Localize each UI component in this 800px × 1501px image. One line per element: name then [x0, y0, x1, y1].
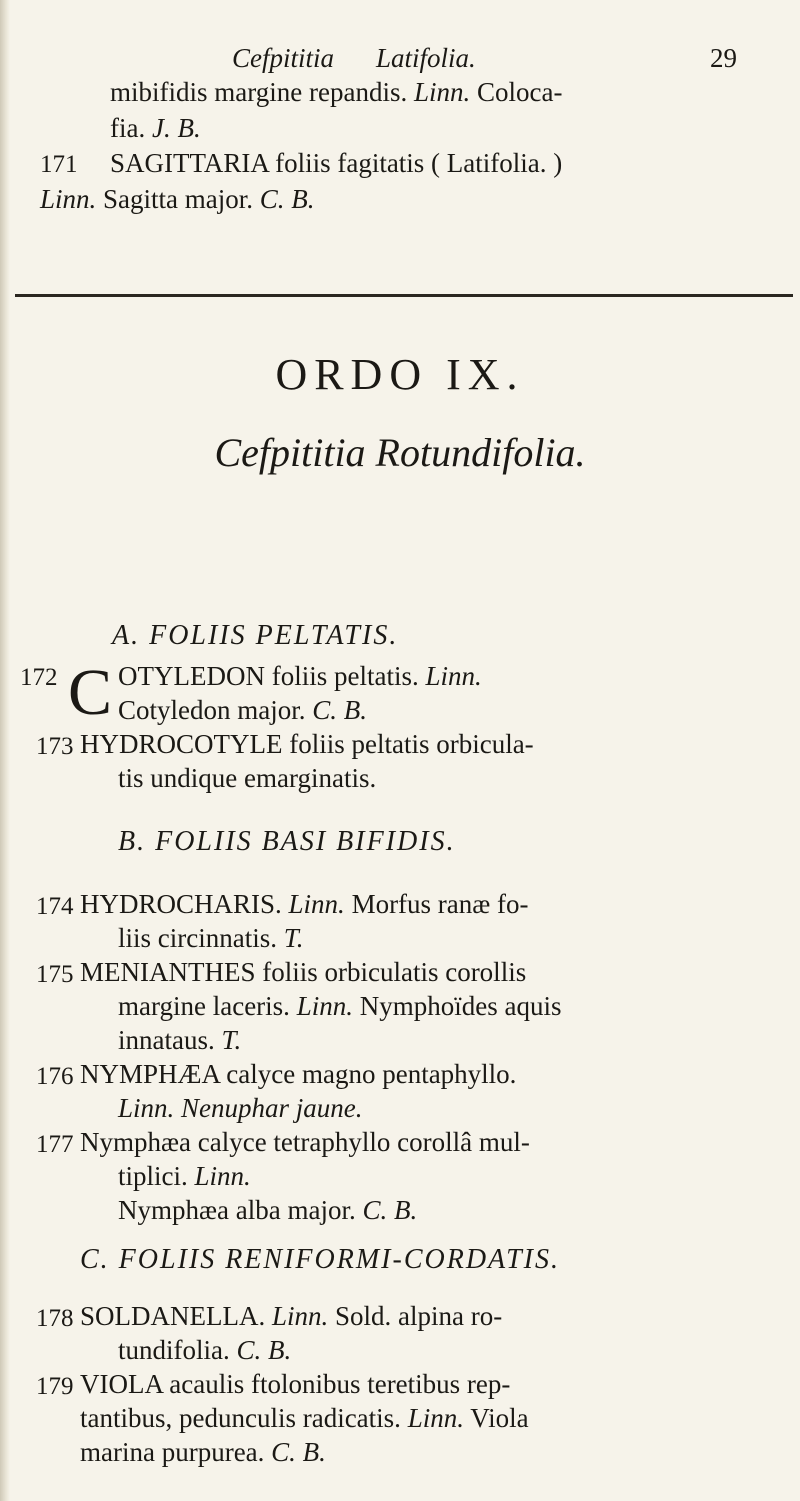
running-head-left: Cefpititia	[232, 43, 335, 73]
text-line: liis circinnatis. T.	[118, 923, 304, 953]
text-line: fia. J. B.	[110, 113, 201, 143]
text-line: Nymphæa alba major. C. B.	[118, 1195, 418, 1225]
text-line: Linn. Nenuphar jaune.	[118, 1093, 363, 1123]
text-line: OTYLEDON foliis peltatis. Linn.	[118, 661, 482, 691]
text-line: VIOLA acaulis ftolonibus teretibus rep-	[80, 1369, 511, 1399]
ordo-title: ORDO IX.	[275, 350, 525, 399]
text-line: HYDROCOTYLE foliis peltatis orbicula-	[80, 729, 534, 759]
page-number: 29	[710, 43, 737, 73]
text-line: Cotyledon major. C. B.	[118, 695, 367, 725]
text-line: tiplici. Linn.	[118, 1161, 251, 1191]
running-head-right: Latifolia.	[376, 43, 476, 73]
entry-number: 174	[36, 893, 74, 920]
text-line: tis undique emarginatis.	[118, 763, 377, 793]
text-line: HYDROCHARIS. Linn. Morfus ranæ fo-	[80, 889, 529, 919]
entry-number: 178	[36, 1305, 74, 1332]
text-line: SAGITTARIA foliis fagitatis ( Latifolia. )	[110, 148, 563, 178]
section-rule	[15, 294, 793, 297]
entry-number: 175	[36, 961, 74, 988]
drop-capital: C	[68, 656, 113, 729]
page-gutter-shadow	[0, 0, 10, 1501]
entry-number: 179	[36, 1373, 74, 1400]
text-line: tantibus, pedunculis radicatis. Linn. Viola	[80, 1403, 529, 1433]
entry-number: 172	[20, 664, 58, 691]
text-line: mibifidis margine repandis. Linn. Coloca-	[110, 77, 563, 107]
entry-number: 171	[40, 151, 78, 178]
text-line: NYMPHÆA calyce magno pentaphyllo.	[80, 1059, 517, 1089]
section-heading-a: A. FOLIIS PELTATIS.	[112, 620, 399, 651]
text-line: MENIANTHES foliis orbiculatis corollis	[80, 957, 527, 987]
text-line: SOLDANELLA. Linn. Sold. alpina ro-	[80, 1301, 503, 1331]
text-line: Nymphæa calyce tetraphyllo corollâ mul-	[80, 1127, 530, 1157]
text-line: tundifolia. C. B.	[118, 1335, 292, 1365]
text-line: Linn. Sagitta major. C. B.	[40, 184, 315, 214]
entry-number: 173	[36, 733, 74, 760]
section-heading-b: B. FOLIIS BASI BIFIDIS.	[118, 826, 456, 857]
section-heading-c: C. FOLIIS RENIFORMI-CORDATIS.	[80, 1244, 561, 1275]
entry-number: 176	[36, 1063, 74, 1090]
text-line: marina purpurea. C. B.	[80, 1437, 326, 1467]
entry-number: 177	[36, 1131, 74, 1158]
text-line: margine laceris. Linn. Nymphoïdes aquis	[118, 991, 562, 1021]
text-line: innataus. T.	[118, 1025, 242, 1055]
ordo-subtitle: Cefpititia Rotundifolia.	[214, 430, 586, 475]
